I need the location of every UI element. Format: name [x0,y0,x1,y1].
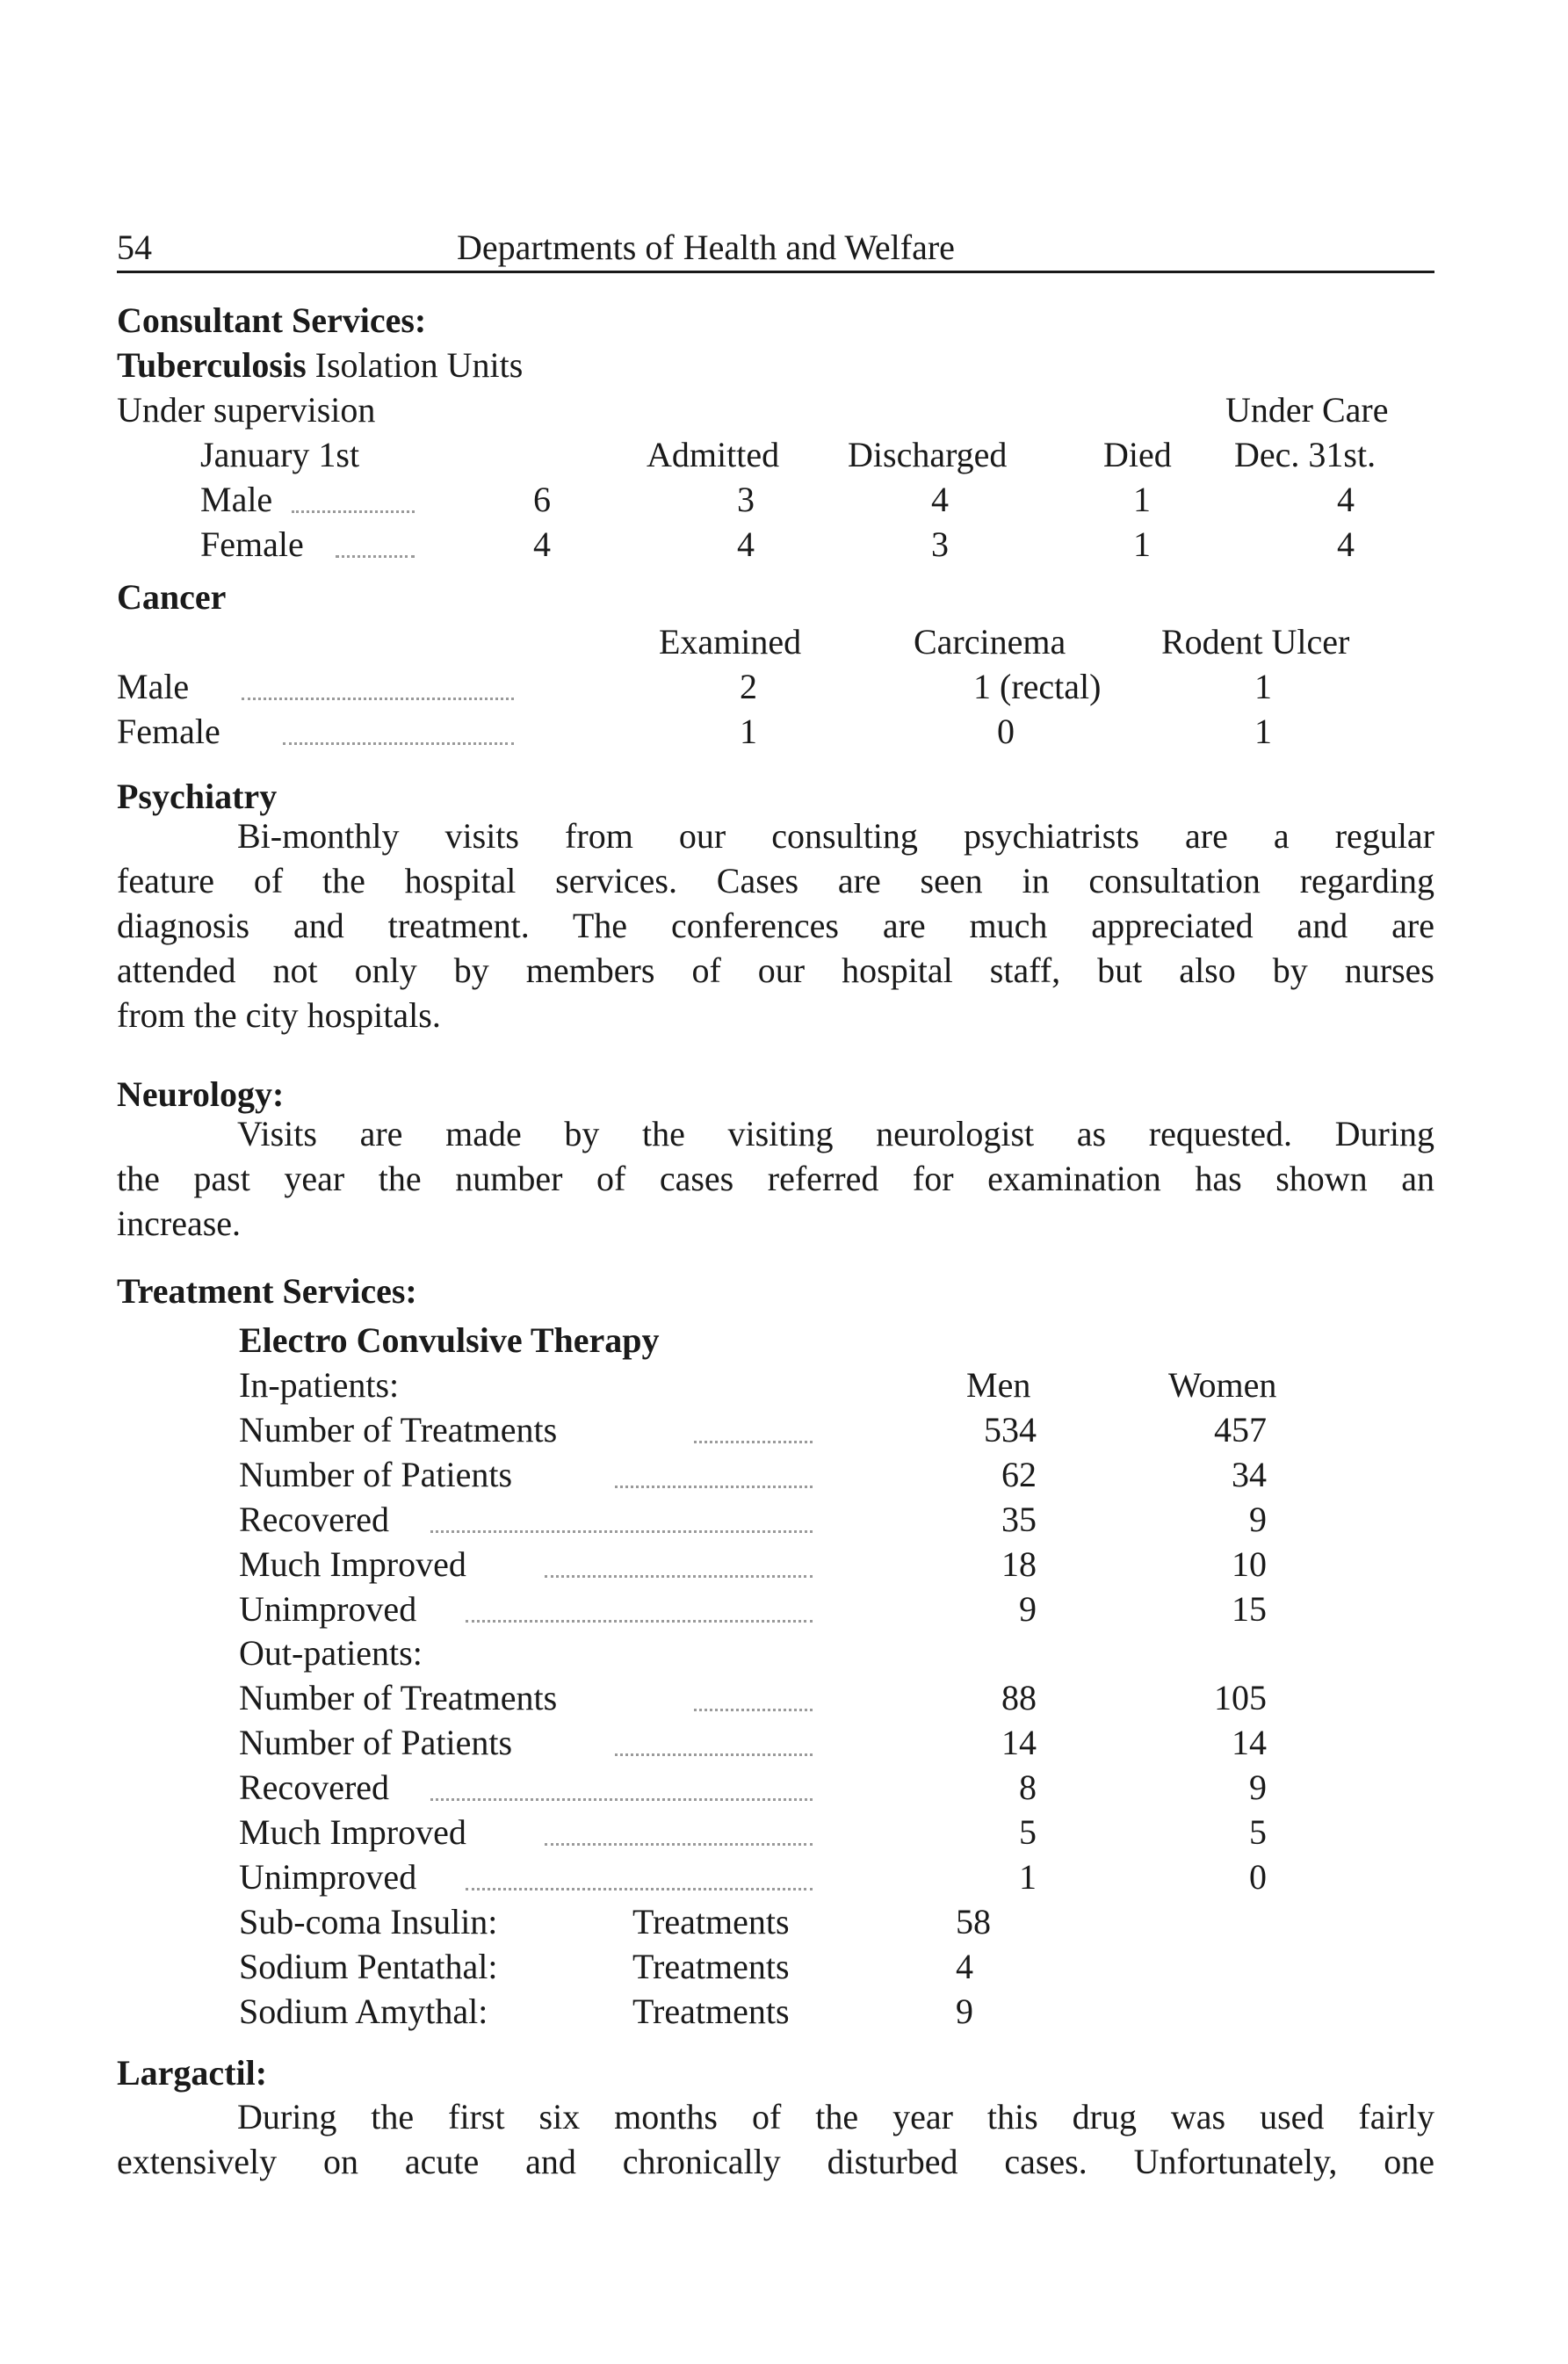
leader-dots [283,742,514,745]
paragraph-line: increase. [117,1204,242,1243]
neurology-heading: Neurology: [117,1074,285,1114]
leader-dots [694,1441,813,1443]
tb-cell-died: 1 [1133,524,1151,564]
paragraph-line: During the first six months of the year this drug was used fairly [237,2097,1434,2136]
ect-row-label: Number of Patients [239,1455,513,1494]
other-count: 4 [956,1947,973,1986]
cancer-row-label: Male [117,667,190,706]
paragraph-line: the past year the number of cases referred for examination has shown an [117,1159,1434,1198]
ect-cell-men: 1 [1019,1857,1037,1897]
ect-cell-men: 35 [1001,1500,1037,1539]
cancer-head-carcinema: Carcinema [914,622,1066,661]
ect-cell-women: 9 [1249,1768,1267,1807]
leader-dots [615,1486,813,1488]
tb-cell-admitted: 4 [737,524,755,564]
ect-cell-women: 15 [1232,1589,1267,1629]
ect-cell-men: 62 [1001,1455,1037,1494]
leader-dots [545,1843,813,1846]
cancer-cell-examined: 1 [740,712,757,751]
cancer-head-rodent: Rodent Ulcer [1161,622,1350,661]
ect-cell-men: 14 [1001,1723,1037,1762]
paragraph-line: Visits are made by the visiting neurologist as requested. During [237,1114,1434,1153]
leader-dots [430,1798,813,1801]
ect-row-label: Much Improved [239,1544,466,1584]
tb-cell-dec: 4 [1337,480,1355,519]
leader-dots [336,555,415,558]
tb-head-under-care: Under Care [1225,390,1389,430]
other-drug-label: Sodium Amythal: [239,1992,488,2031]
tb-head-january: January 1st [200,435,360,474]
tb-cell-dec: 4 [1337,524,1355,564]
ect-cell-women: 5 [1249,1812,1267,1852]
ect-row-label: Recovered [239,1768,390,1807]
psychiatry-heading: Psychiatry [117,777,278,816]
largactil-paragraph [117,2094,1434,2184]
other-drug-label: Sodium Pentathal: [239,1947,498,1986]
ect-row-label: Number of Treatments [239,1410,558,1449]
tb-head-dec: Dec. 31st. [1234,435,1377,474]
paragraph-line: feature of the hospital services. Cases are seen in consultation regarding [117,861,1434,900]
ect-cell-women: 10 [1232,1544,1267,1584]
psychiatry-paragraph [117,813,1434,1037]
head-men: Men [966,1365,1031,1405]
leader-dots [466,1888,813,1890]
leader-dots [545,1575,813,1578]
leader-dots [694,1709,813,1711]
cancer-cell-carcinema: 1 (rectal) [973,667,1102,706]
paragraph-line: extensively on acute and chronically disturbed cases. Unfortunately, one [117,2142,1434,2181]
cancer-cell-rodent: 1 [1254,667,1272,706]
consultant-services-heading: Consultant Services: [117,300,427,340]
tb-cell-discharged: 4 [931,480,949,519]
other-kind-label: Treatments [632,1902,790,1941]
other-count: 58 [956,1902,991,1941]
cancer-cell-examined: 2 [740,667,757,706]
neurology-paragraph [117,1111,1434,1246]
running-title: Departments of Health and Welfare [457,228,955,267]
page-number: 54 [117,228,152,267]
head-women: Women [1168,1365,1277,1405]
tb-head-admitted: Admitted [647,435,780,474]
ect-row-label: Much Improved [239,1812,466,1852]
ect-cell-women: 457 [1214,1410,1267,1449]
leader-dots [430,1530,813,1533]
tb-title [117,345,524,385]
other-drug-label: Sub-coma Insulin: [239,1902,498,1941]
ect-cell-men: 534 [984,1410,1037,1449]
cancer-cell-rodent: 1 [1254,712,1272,751]
tb-head-died: Died [1103,435,1172,474]
leader-dots [466,1620,813,1623]
ect-cell-men: 18 [1001,1544,1037,1584]
other-kind-label: Treatments [632,1992,790,2031]
other-kind-label: Treatments [632,1947,790,1986]
tb-title-rest: Isolation Units [306,345,524,385]
paragraph-line: diagnosis and treatment. The conferences are much appreciated and are [117,906,1434,945]
cancer-heading: Cancer [117,577,227,617]
outpatients-label: Out-patients: [239,1633,423,1673]
tb-head-under-supervision: Under supervision [117,390,376,430]
largactil-heading: Largactil: [117,2053,268,2093]
inpatients-label: In-patients: [239,1365,400,1405]
ect-heading: Electro Convulsive Therapy [239,1320,660,1360]
ect-cell-men: 5 [1019,1812,1037,1852]
tb-cell-jan: 4 [533,524,551,564]
other-count: 9 [956,1992,973,2031]
header-rule [117,271,1434,273]
ect-row-label: Number of Treatments [239,1678,558,1717]
cancer-row-label: Female [117,712,220,751]
ect-cell-women: 9 [1249,1500,1267,1539]
tb-title-bold: Tuberculosis [117,345,307,385]
treatment-services-heading: Treatment Services: [117,1271,417,1311]
cancer-head-examined: Examined [659,622,802,661]
tb-row-label: Male [200,480,273,519]
paragraph-line: from the city hospitals. [117,995,441,1035]
ect-cell-women: 0 [1249,1857,1267,1897]
tb-cell-discharged: 3 [931,524,949,564]
ect-row-label: Number of Patients [239,1723,513,1762]
ect-row-label: Unimproved [239,1589,417,1629]
ect-cell-women: 34 [1232,1455,1267,1494]
tb-cell-admitted: 3 [737,480,755,519]
tb-row-label: Female [200,524,304,564]
leader-dots [292,510,415,513]
paragraph-line: attended not only by members of our hospital staff, but also by nurses [117,951,1434,990]
leader-dots [242,698,514,700]
tb-cell-jan: 6 [533,480,551,519]
tb-head-discharged: Discharged [848,435,1008,474]
paragraph-line: Bi-monthly visits from our consulting psychiatrists are a regular [237,816,1434,856]
ect-cell-men: 9 [1019,1589,1037,1629]
ect-cell-men: 8 [1019,1768,1037,1807]
cancer-cell-carcinema: 0 [997,712,1015,751]
tb-cell-died: 1 [1133,480,1151,519]
ect-row-label: Recovered [239,1500,390,1539]
ect-cell-men: 88 [1001,1678,1037,1717]
ect-cell-women: 105 [1214,1678,1267,1717]
leader-dots [615,1753,813,1756]
ect-row-label: Unimproved [239,1857,417,1897]
ect-cell-women: 14 [1232,1723,1267,1762]
